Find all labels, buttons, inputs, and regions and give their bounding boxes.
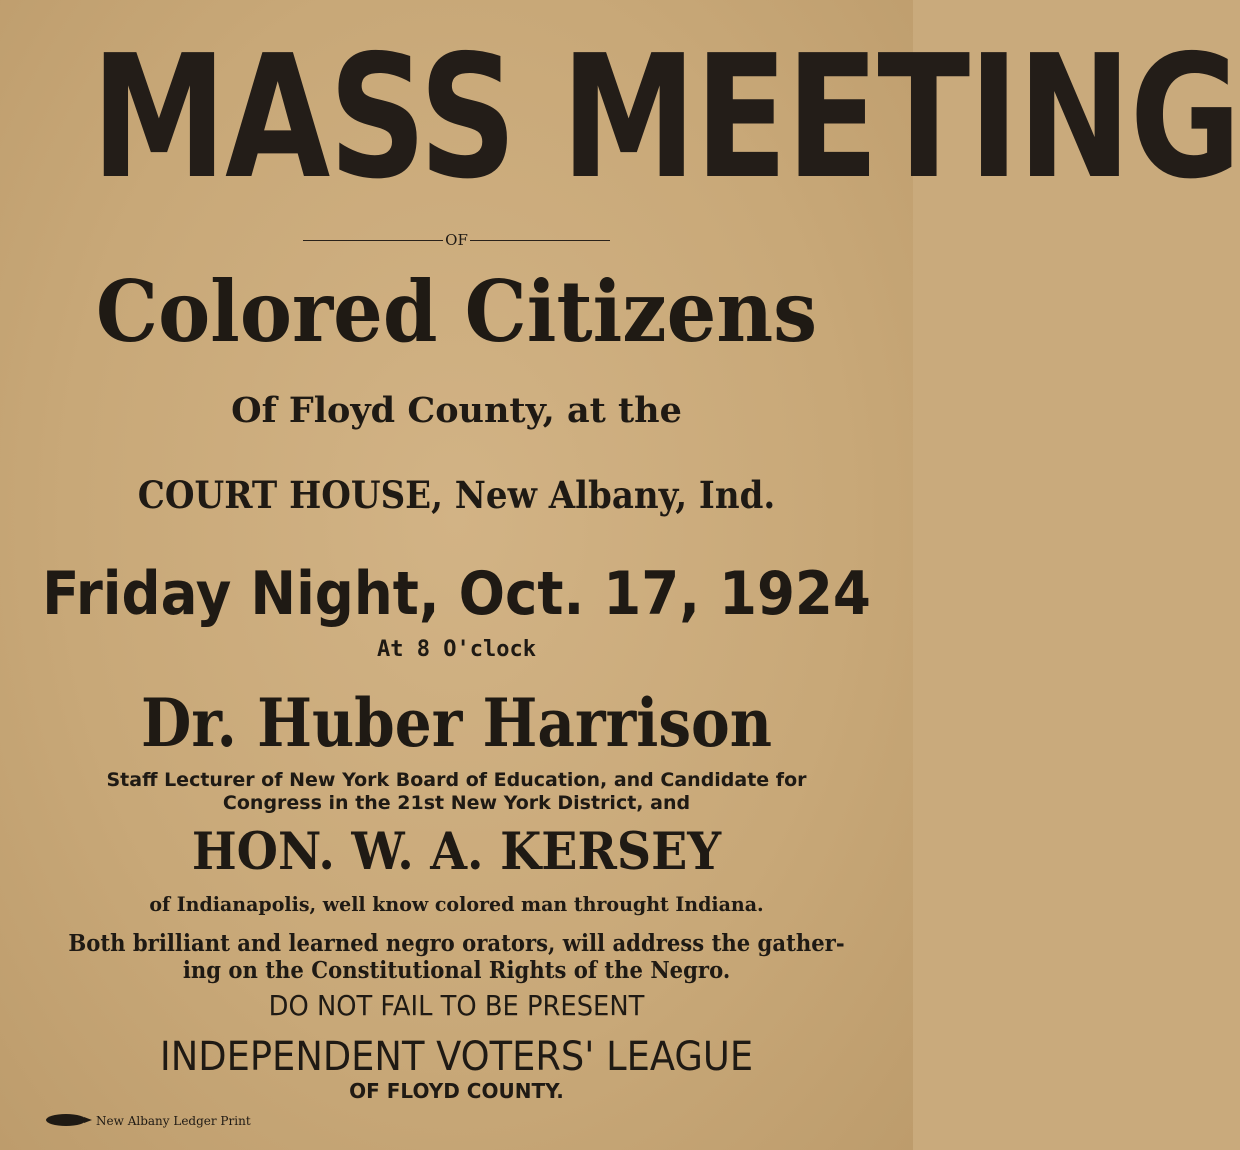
audience-heading: Colored Citizens (95, 262, 818, 361)
call-to-action: DO NOT FAIL TO BE PRESENT (268, 989, 645, 1022)
venue-line: COURT HOUSE, New Albany, Ind. (137, 473, 776, 517)
sponsor-name: INDEPENDENT VOTERS' LEAGUE (159, 1034, 754, 1080)
right-rule (470, 240, 610, 241)
printer-credit (44, 1110, 251, 1132)
county-line: Of Floyd County, at the (231, 390, 682, 431)
speaker2-name: HON. W. A. KERSEY (191, 822, 722, 882)
orators-line1: Both brilliant and learned negro orators, will address the gather- (68, 930, 845, 957)
speaker2-description: of Indianapolis, well know colored man throught Indiana. (149, 892, 764, 916)
orators-line2: ing on the Constitutional Rights of the Negro. (182, 957, 731, 984)
left-rule (303, 240, 443, 241)
speaker1-name: Dr. Huber Harrison (140, 684, 772, 762)
date-line: Friday Night, Oct. 17, 1924 (42, 559, 871, 629)
printer-label: New Albany Ledger Print (96, 1114, 251, 1128)
of-divider (0, 228, 913, 252)
time-line: At 8 O'clock (377, 637, 536, 662)
speaker1-title-line1: Staff Lecturer of New York Board of Education, and Candidate for (106, 769, 807, 791)
of-label: OF (445, 231, 468, 249)
headline: MASS MEETING (91, 19, 1240, 217)
speaker1-title-line2: Congress in the 21st New York District, and (222, 792, 691, 814)
pointing-hand-icon (44, 1112, 92, 1131)
sponsor-county: OF FLOYD COUNTY. (349, 1079, 564, 1103)
